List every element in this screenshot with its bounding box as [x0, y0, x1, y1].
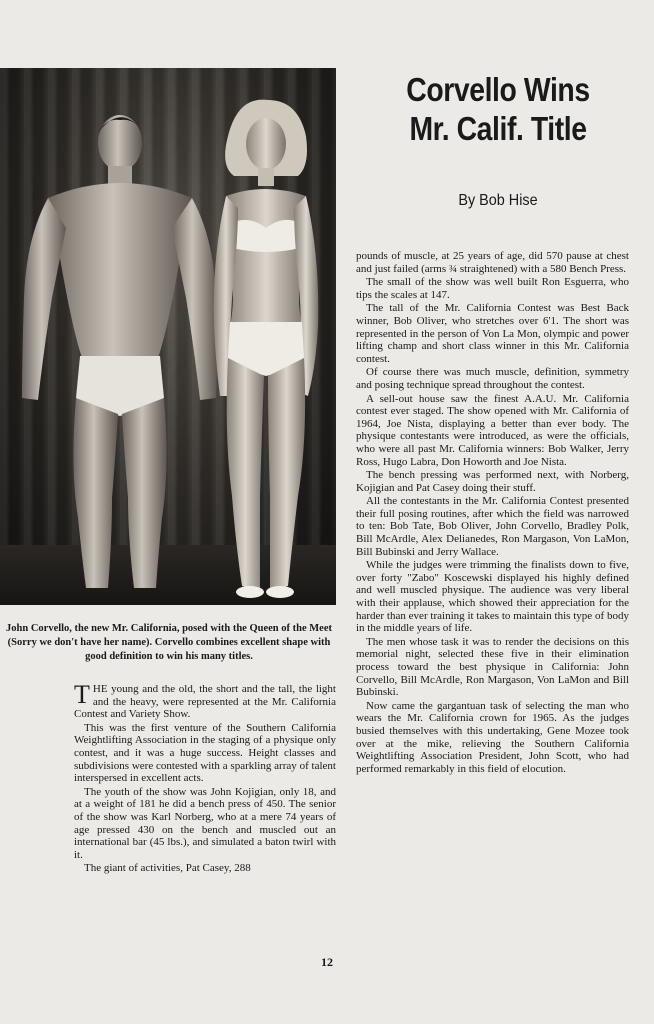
page-number: 12	[321, 955, 333, 969]
paragraph: All the contestants in the Mr. California Contest presented their full posing routines, after which the field was narrowed to ten: Bob Tate, Bob Oliver, John Corvello, Bradley Polk, Bill McArdle, Alex Delianedes, Ron Margason, Von LaMon, Bill Bubinski and Jerry Wallace.	[356, 495, 629, 558]
paragraph: A sell-out house saw the finest A.A.U. Mr. California contest ever staged. The show opened with Mr. California of 1964, Joe Nista, displaying a better than ever body. The physique contestants were introduced, as were the officials, who were all past Mr. California winners: Bob Walker, Jerry Ross, Hugo Labra, Don Howorth and Joe Nista.	[356, 392, 629, 468]
contest-photo	[0, 68, 336, 605]
paragraph: While the judges were trimming the finalists down to five, over forty "Zabo" Koscewski displayed his highly defined and well muscled physique. The audience was very liberal with their applause, which showed their appreciation for the harder than ever training it takes to maintain this type of body in the middle years of life.	[356, 559, 629, 635]
headline-line-1: Corvello Wins	[406, 71, 590, 108]
drop-cap: T	[74, 680, 90, 709]
paragraph: The youth of the show was John Kojigian, only 18, and at a weight of 181 he did a bench press of 450. The senior of the show was Karl Norberg, who at a mere 74 years of age pressed 430 on the bench and muscled out an international bar (45 lbs.), and simulated a baton twirl with it.	[74, 785, 336, 861]
headline-line-2: Mr. Calif. Title	[409, 110, 587, 147]
left-column	[74, 680, 336, 876]
bodybuilder-figure	[8, 98, 228, 598]
paragraph: The tall of the Mr. California Contest was Best Back winner, Bob Oliver, who stretches over 6'1. The short was represented in the person of Von La Mon, olympic and power lifting champ and short class winner in this Mr. California contest.	[356, 302, 629, 365]
paragraph: Of course there was much muscle, definition, symmetry and posing technique spread throughout the contest.	[356, 366, 629, 391]
queen-figure	[198, 96, 328, 605]
paragraph: THE young and the old, the short and the tall, the light and the heavy, were represented at the Mr. California Contest and Variety Show.	[74, 680, 336, 721]
paragraph: This was the first venture of the Southern California Weightlifting Association in the staging of a physique only contest, and it was a huge success. Height classes and subdivisions were contested with a sparkling array of talent interspersed in excellent acts.	[74, 721, 336, 785]
right-column	[356, 250, 629, 776]
paragraph: The giant of activities, Pat Casey, 288	[84, 862, 251, 875]
paragraph: The small of the show was well built Ron Esguerra, who tips the scales at 147.	[356, 276, 629, 301]
paragraph: The men whose task it was to render the decisions on this memorial night, selected these five in their elimination process toward the best physique in California: John Corvello, Bill McArdle, Ron Margason, Von LaMon and Bill Bubinski.	[356, 635, 629, 699]
paragraph: pounds of muscle, at 25 years of age, did 570 pause at chest and just failed (arms ¾ straightened) with a 580 Bench Press.	[356, 250, 629, 275]
paragraph: The bench pressing was performed next, with Norberg, Kojigian and Pat Casey doing their stuff.	[356, 469, 629, 494]
photo-caption: John Corvello, the new Mr. California, posed with the Queen of the Meet (Sorry we don't have her name). Corvello combines excellent shape with good definition to win his many titles.	[6, 623, 332, 662]
byline: By Bob Hise	[458, 192, 538, 209]
article-headline	[369, 70, 627, 148]
paragraph: Now came the gargantuan task of selecting the man who wears the Mr. California crown for 1965. As the judges busied themselves with this undertaking, Gene Mozee took over at the mike, relieving the Southern California Weightlifting Association President, John Scott, who had performed remarkably in this field of elocution.	[356, 699, 629, 775]
